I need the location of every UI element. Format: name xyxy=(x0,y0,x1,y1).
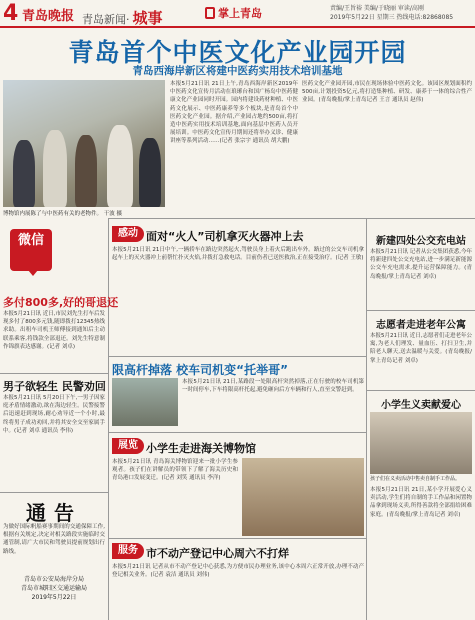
right-story3-headline: 志愿者走进老年公寓 xyxy=(376,320,466,331)
mid-story2-body: 本报5月21日讯 21日,某路段一处限高杆突然掉落,正在行驶的校车司机第一时间停车,下车将限高杆托起,避免砸向后方车辆和行人,直至交警赶到。 xyxy=(182,379,364,394)
right-photo-caption: 孩子们在义卖活动中售卖自制手工作品。 xyxy=(370,476,461,482)
weixin-badge: 微信 xyxy=(10,229,52,271)
header-info xyxy=(330,4,453,22)
mid-story4-headline: 市不动产登记中心周六不打烊 xyxy=(146,547,289,560)
left-story1-body: 本报5月21日讯 近日,市民刘先生打车后发现多付了800多元钱,随即拨打12345热线求助。出租车司机王师傅接到通知后主动联系乘客,将钱款全部退还。刘先生特意制作锦旗表达感谢。(记者 刘卓) xyxy=(3,311,105,350)
right-story3-body: 本报5月21日讯 近日,志愿者们走进老年公寓,为老人们理发、量血压、打扫卫生,并陪老人聊天,送去温暖与关爱。(青岛晚报/掌上青岛记者 刘卓) xyxy=(370,333,472,364)
notice-date: 2019年5月22日 xyxy=(31,594,77,601)
mid-story2-photo xyxy=(112,378,178,426)
page-number: 4 xyxy=(3,1,19,26)
weixin-badge-pointer xyxy=(28,270,38,276)
tag-zhanlan: 展览 xyxy=(112,438,144,454)
lead-photo-caption: 博物馆内展陈了与中医药有关的老物件。 干波 摄 xyxy=(3,211,122,217)
editor-credits: 责编/王旨裕 美编/于晓丽 审读/高刚 xyxy=(330,5,424,12)
issue-date: 2019年5月22日 星期三 热线电话:82868085 xyxy=(330,14,454,21)
left-story1-headline: 多付800多,好的哥退还 xyxy=(3,296,119,309)
left-story2-headline: 男子欲轻生 民警劝回 xyxy=(3,380,106,393)
lead-headline: 青岛首个中医文化产业园开园 xyxy=(68,38,407,67)
app-promo[interactable] xyxy=(205,5,275,22)
mid-story1-headline: 面对“火人”司机拿灭火器冲上去 xyxy=(146,230,304,243)
app-name: 掌上青岛 xyxy=(218,7,262,20)
mid-story2-headline: 限高杆掉落 校车司机变“托举哥” xyxy=(112,363,288,377)
right-story4-body: 本报5月21日讯 21日,某小学开展爱心义卖活动,学生们将自制的手工作品和闲置物品拿到现场义卖,所得善款将全部捐给困难家庭。(青岛晚报/掌上青岛记者 刘卓) xyxy=(370,487,472,518)
right-story4-photo xyxy=(370,412,472,474)
lead-photo xyxy=(3,80,165,207)
tag-fuwu: 服务 xyxy=(112,543,144,559)
lead-article-body: 本报5月21日讯 21日上午,青岛西海岸新区2019年中医药文化宣传月活动在琅琊台和国广杨岛中医药健康文化产业园同时开园。园内将建设药材种植、中医药文化展示、中医药康养等多个板块,是青岛首个中医药文化产业园。据介绍,产业园占地约500亩,将打造中医药实用技术培训基地,面向基层中医药人员开展培训。中医药文化宣传月期间还将举办义诊、健康讲座等系列活动……(记者 张宗宇 通讯员 胡大鹏) xyxy=(170,81,298,145)
left-story2-body: 本报5月21日讯 5月20日下午,一男子因家庭矛盾情绪激动,欲在海边轻生。民警接警后迅速赶到现场,耐心劝导近一个小时,最终将男子成功劝回,并将其安全交至家属手中。(记者 刘卓 通讯员 李伟) xyxy=(3,395,105,434)
notice-issuer-2: 青岛市城阳区交通运输局 xyxy=(20,585,87,592)
section-label xyxy=(82,7,163,28)
tag-gandong: 感动 xyxy=(112,226,144,242)
right-story1-body: 医药文化产业园开园,市民在现场体验中医药文化。该园区规划面积约500亩,计划投资5亿元,将打造集种植、研发、康养于一体的综合性产业园。(青岛晚报/掌上青岛记者 王言 通讯员 赵伟) xyxy=(302,81,472,104)
section-prefix: 青岛新闻· xyxy=(82,13,130,26)
notice-issuer: 青岛市公安局海岸分局 xyxy=(23,576,84,583)
lead-subheadline: 青岛西海岸新区将建中医药实用技术培训基地 xyxy=(132,65,343,77)
section-name: 城事 xyxy=(132,9,163,27)
right-story2-headline: 新建四处公交充电站 xyxy=(376,236,466,247)
phone-icon xyxy=(205,7,215,19)
mid-story3-body: 本报5月21日讯 青岛海关博物馆迎来一批小学生参观者。孩子们在讲解员的带领下了解了海关历史和青岛港口发展变迁。(记者 刘笑 通讯员 李洋) xyxy=(112,459,238,482)
notice-body: 为做好国际帆船赛事期间的交通保障工作,根据有关规定,决定对相关路段实施临时交通管制,请广大市民和驾驶员提前规划出行路线。 xyxy=(3,524,105,555)
mid-story3-headline: 小学生走进海关博物馆 xyxy=(146,442,256,455)
mid-story1-body: 本报5月21日讯 21日中午,一辆轿车在路边突然起火,驾驶员身上着火后跑出车外。路过的公交车司机拿起车上的灭火器冲上前帮忙扑灭火焰,并拨打急救电话。目前伤者已送医救治,正在接受治疗。(记者 王敏) xyxy=(112,247,364,262)
notice-title: 通告 xyxy=(26,501,82,525)
right-story4-headline: 小学生义卖献爱心 xyxy=(381,400,461,411)
right-story2-body: 本报5月21日讯 记者从公交集团获悉,今年将新建四处公交充电站,进一步满足新能源公交车充电需求,提升运营保障能力。(青岛晚报/掌上青岛记者 刘卓) xyxy=(370,249,472,280)
mid-story4-body: 本报5月21日讯 记者从市不动产登记中心获悉,为方便市民办理业务,该中心本周六正常开放,办理不动产登记相关业务。(记者 袁洁 通讯员 刘伟) xyxy=(112,564,364,579)
page-header xyxy=(0,0,475,28)
newspaper-logo: 青岛晚报 xyxy=(22,9,75,24)
mid-story3-photo xyxy=(242,458,364,536)
